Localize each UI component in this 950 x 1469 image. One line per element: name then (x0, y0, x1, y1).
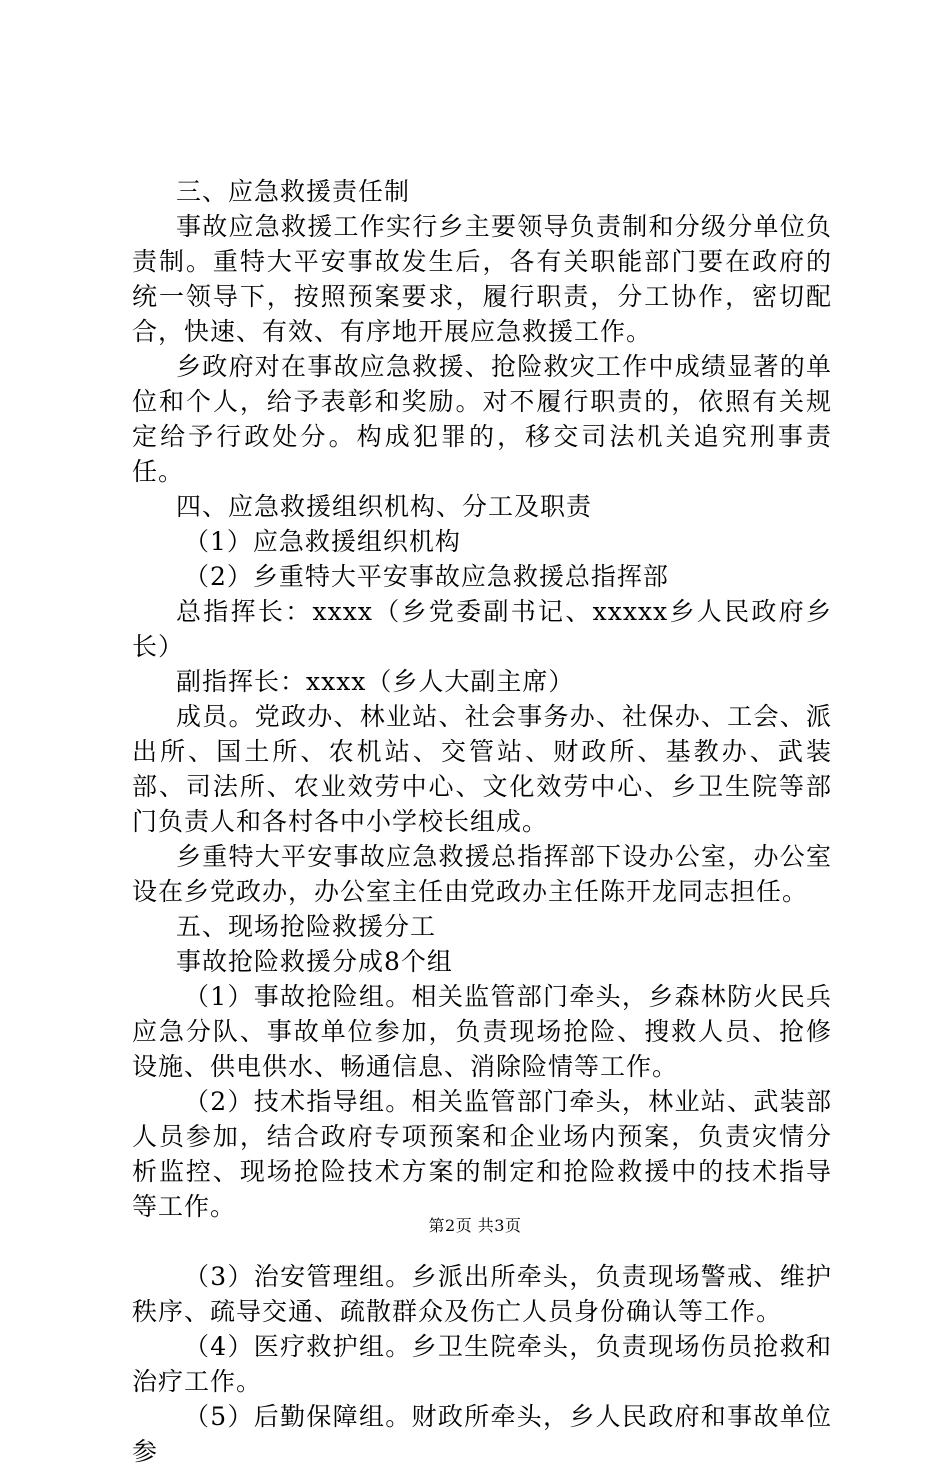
section-heading-5: 五、现场抢险救援分工 (176, 912, 437, 941)
paragraph: 总指挥长：xxxx（乡党委副书记、xxxxx乡人民政府乡长） (132, 597, 832, 661)
list-item: （4）医疗救护组。乡卫生院牵头，负责现场伤员抢救和治疗工作。 (132, 1332, 832, 1396)
page-number: 第2页 共3页 (428, 1216, 522, 1235)
subheading: （2）乡重特大平安事故应急救援总指挥部 (184, 562, 669, 591)
paragraph: 乡重特大平安事故应急救援总指挥部下设办公室，办公室设在乡党政办，办公室主任由党政办主任陈开龙同志担任。 (132, 842, 832, 906)
list-item: （3）治安管理组。乡派出所牵头，负责现场警戒、维护秩序、疏导交通、疏散群众及伤亡人员身份确认等工作。 (132, 1262, 832, 1326)
list-item: （2）技术指导组。相关监管部门牵头，林业站、武装部人员参加，结合政府专项预案和企业场内预案，负责灾情分析监控、现场抢险技术方案的制定和抢险救援中的技术指导等工作。 (132, 1087, 832, 1221)
paragraph: 事故应急救援工作实行乡主要领导负责制和分级分单位负责制。重特大平安事故发生后，各有关职能部门要在政府的统一领导下，按照预案要求，履行职责，分工协作，密切配合，快速、有效、有序地开展应急救援工作。 (132, 212, 832, 346)
document-body (132, 174, 832, 1469)
section-heading-4: 四、应急救援组织机构、分工及职责 (176, 492, 593, 521)
paragraph: 乡政府对在事故应急救援、抢险救灾工作中成绩显著的单位和个人，给予表彰和奖励。对不履行职责的，依照有关规定给予行政处分。构成犯罪的，移交司法机关追究刑事责任。 (132, 352, 832, 486)
paragraph: 成员。党政办、林业站、社会事务办、社保办、工会、派出所、国土所、农机站、交管站、财政所、基教办、武装部、司法所、农业效劳中心、文化效劳中心、乡卫生院等部门负责人和各村各中小学校长组成。 (132, 702, 832, 836)
paragraph: 副指挥长：xxxx（乡人大副主席） (176, 667, 575, 696)
list-item: （1）事故抢险组。相关监管部门牵头，乡森林防火民兵应急分队、事故单位参加，负责现场抢险、搜救人员、抢修设施、供电供水、畅通信息、消除险情等工作。 (132, 982, 832, 1081)
paragraph: 事故抢险救援分成8个组 (176, 947, 453, 976)
section-heading-3: 三、应急救援责任制 (176, 177, 411, 206)
list-item: （5）后勤保障组。财政所牵头，乡人民政府和事故单位参 (132, 1402, 832, 1466)
subheading: （1）应急救援组织机构 (184, 527, 461, 556)
